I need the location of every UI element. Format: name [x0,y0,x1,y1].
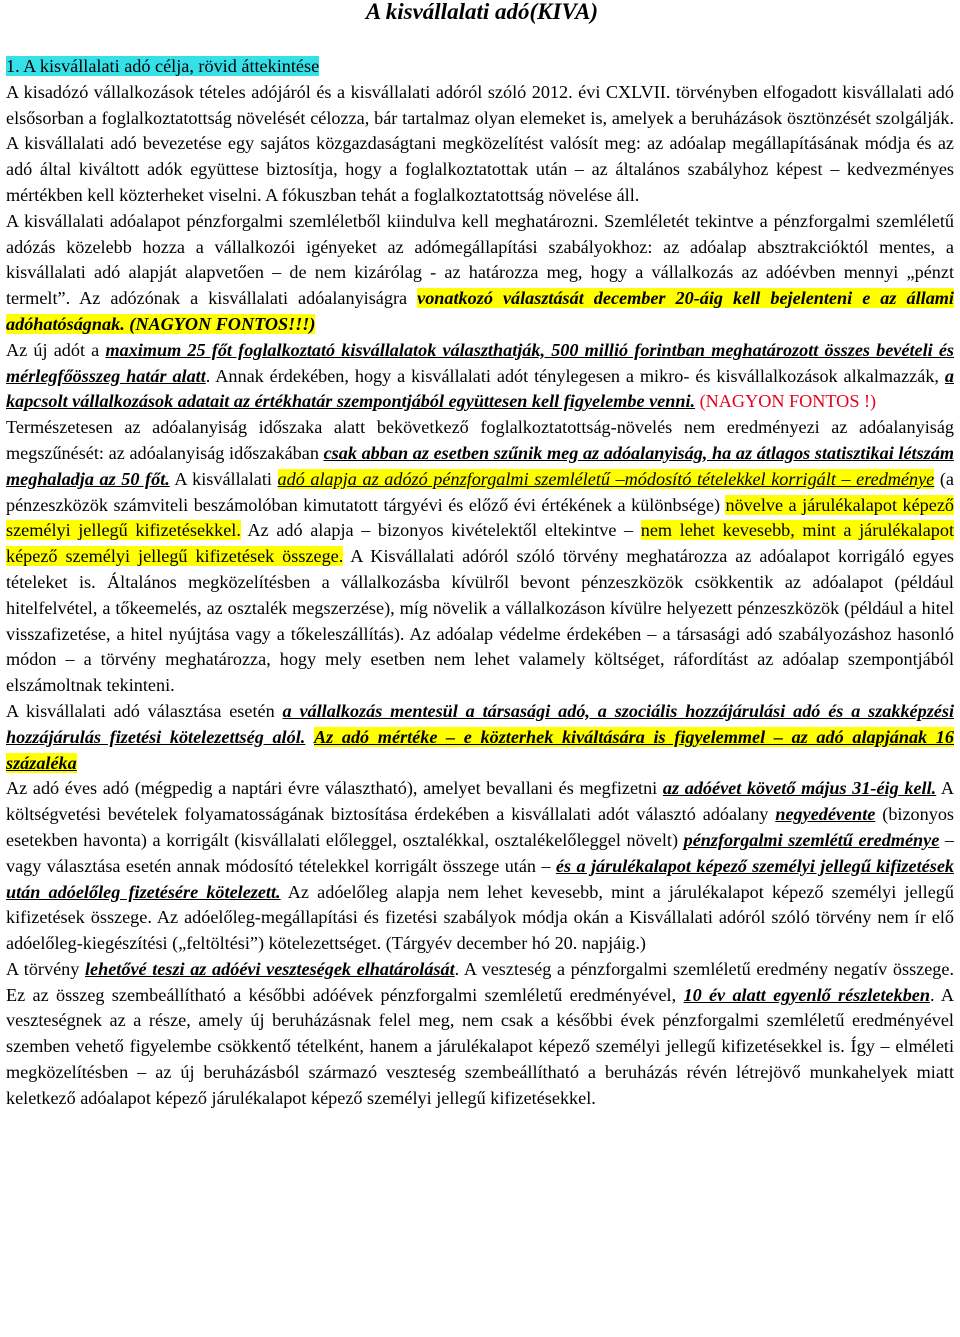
paragraph-7-text-b: . A veszteség a pénzforgalmi szemléletű eredmény negatív összege. Ez az összeg szembeállítható a későbbi adóévek pénzforgalmi szemléletű eredményével, [6,958,955,1005]
paragraph-2-text: A kisvállalati adóalapot pénzforgalmi szemléletből kiindulva kell meghatározni. Szemléletét tekintve a pénzforgalmi szemléletű adózás közelebb hozza a vállalkozói igényeket az adómegállapítási szabályokhoz: az adóalap absztrakcióktól mentes, a kisvállalati adó alapját alapvetően – de nem kizárólag - az határozza meg, hogy a vállalkozás az adóévben mennyi „pénzt termelt”. Az adózónak a kisvállalati adóalanyiságra [6,210,954,309]
paragraph-4-text-e: A Kisvállalati adóról szóló törvény meghatározza az adóalapot korrigáló egyes tételeket is. Általános megközelítésben a vállalkozásba kívülről bevont pénzeszközök csökkentik az adóalapot (például hitelfelvétel, a tőkeemelés, az osztalék megszerzése), míg növelik a vállalkozáson kívülre helyezett pénzeszközök (például a hitel visszafizetése, a hitel nyújtása vagy a tőkeleszállítás). Az adóalap védelme érdekében – a társasági adó szabályozáshoz hasonló módon – a törvény meghatározza, hogy mely esetben nem lehet valamely költséget, ráfordítást az adóalap szempontjából elszámoltnak tekinteni. [6,546,955,696]
section-1-heading: 1. A kisvállalati adó célja, rövid áttekintése [6,56,320,76]
paragraph-1-text: A kisadózó vállalkozások tételes adójáról és a kisvállalati adóról szóló 2012. évi CXLVII. törvényben elfogadott kisvállalati adó elsősorban a foglalkoztatottság növelését célozza, bár tartalmaz olyan elemeket is, amelyek a beruházások ösztönzését szolgálják. A kisvállalati adó bevezetése egy sajátos közgazdaságtani megközelítést valósít meg: az adóalap megállapításának módja és az adó által kiváltott adók együttese biztosítja, hogy a foglalkoztatottak után – az általános szabályhoz képest – kedvezményes mértékben kell közterheket viselni. A fókuszban tehát a foglalkoztatottság növelése áll. [6,81,954,205]
paragraph-4-highlight-a: adó alapja az adózó pénzforgalmi szemléletű –módosító tételekkel korrigált – eredménye [277,468,935,489]
paragraph-5 [6,699,954,776]
paragraph-5-space [305,727,314,747]
document-title: A kisvállalati adó(KIVA) [365,0,599,24]
paragraph-6-text-c: (bizonyos esetekben havonta) a korrigált (kisvállalati előleggel, osztalékkal, osztalékelőleggel növelt) [6,804,954,850]
paragraph-5-emphasis-a: a vállalkozás mentesül a társasági adó, a szociális hozzájárulási adó és a szakképzési hozzájárulás fizetési kötelezettség alól. [6,700,954,747]
paragraph-6-emphasis-c: pénzforgalmi szemlétű eredménye [683,829,940,850]
paragraph-7 [6,957,954,1112]
paragraph-3 [6,338,954,415]
paragraph-6-text-b: A költségvetési bevételek folyamatosságának biztosítása érdekében a kisvállalati adót választó adóalany [6,778,954,825]
paragraph-4-text-b: A kisvállalati [169,468,278,489]
paragraph-4-emphasis-a: csak abban az esetben szűnik meg az adóalanyiság, ha az átlagos statisztikai létszám meghaladja az 50 főt. [6,442,954,489]
paragraph-3-text-a: Az új adót a [6,339,106,360]
paragraph-7-text-c: . A veszteségnek az a része, amely új beruházásnak felel meg, nem csak a későbbi évek pénzforgalmi szemléletű eredményével szemben vehető figyelembe csökkentő tételként, hanem a járulékalapot képező személyi jellegű kifizetésekkel is. Így – elméleti megközelítésben – az új beruházásból származó veszteség szembeállítható a beruházás révén létrejövő munkahelyek miatt keletkező adóalapot képező járulékalapot képező személyi jellegű kifizetésekkel. [6,984,954,1108]
paragraph-2 [6,209,954,338]
paragraph-3-text-b: . Annak érdekében, hogy a kisvállalati adót ténylegesen a mikro- és kisvállalkozások alkalmazzák, [205,365,945,386]
paragraph-3-emphasis-b: a kapcsolt vállalkozások adatait az értékhatár szempontjából együttesen kell figyelembe venni. [6,365,954,412]
document-body [6,54,954,1112]
paragraph-3-warning: (NAGYON FONTOS !) [695,391,877,412]
section-1 [6,54,954,80]
paragraph-4 [6,415,954,699]
paragraph-6-emphasis-a: az adóévet követő május 31-éig kell. [662,778,937,799]
paragraph-4-highlight-c: nem lehet kevesebb, mint a járulékalapot képező személyi jellegű kifizetések összege. [6,520,955,567]
paragraph-6-text-d: – vagy választása esetén annak módosító tételekkel korrigált összege után – [6,829,955,876]
paragraph-4-text-c: (a pénzeszközök számviteli beszámolóban kimutatott tárgyévi és előző évi értékének a különbsége) [6,468,954,515]
paragraph-2-highlight: vonatkozó választását december 20-áig kell bejelenteni e az állami adóhatóságnak. (NAGYON FONTOS!!!) [6,288,954,334]
paragraph-7-text-a: A törvény [6,958,85,979]
paragraph-7-emphasis-b: 10 év alatt egyenlő részletekben [683,984,930,1005]
paragraph-7-emphasis-a: lehetővé teszi az adóévi veszteségek elhatárolását [84,958,455,979]
paragraph-6-text-a: Az adó éves adó (mégpedig a naptári évre választható), amelyet bevallani és megfizetni [6,778,663,799]
paragraph-1 [6,80,954,209]
paragraph-6-text-e: Az adóelőleg alapja nem lehet kevesebb, mint a járulékalapot képező személyi jellegű kifizetések összege. Az adóelőleg-megállapítási és fizetési szabályok módja okán a Kisvállalati adóról szóló törvény nem ír elő adóelőleg-kiegészítési („feltöltési”) kötelezettséget. (Tárgyév december hó 20. napjáig.) [6,881,954,954]
paragraph-6 [6,776,954,957]
paragraph-4-text-d: Az adó alapja – bizonyos kivételektől eltekintve – [240,520,641,541]
paragraph-6-emphasis-d: és a járulékalapot képező személyi jellegű kifizetések után adóelőleg fizetésére kötelezett. [6,855,954,902]
paragraph-3-emphasis-a: maximum 25 főt foglalkoztató kisvállalatok választhatják, 500 millió forintban meghatározott összes bevételi és mérlegfőösszeg határ alatt [6,339,955,386]
paragraph-5-highlight-a: Az adó mértéke – e közterhek kiváltására is figyelemmel – az adó alapjának 16 százaléka [6,726,954,773]
paragraph-4-text-a: Természetesen az adóalanyiság időszaka alatt bekövetkező foglalkoztatottság-növelés nem eredményezi az adóalanyiság megszűnését: az adóalanyiság időszakában [6,417,954,463]
paragraph-6-emphasis-b: negyedévente [775,804,876,825]
paragraph-4-highlight-b: növelve a járulékalapot képező személyi jellegű kifizetésekkel. [6,494,954,541]
paragraph-5-text-a: A kisvállalati adó választása esetén [6,700,283,721]
